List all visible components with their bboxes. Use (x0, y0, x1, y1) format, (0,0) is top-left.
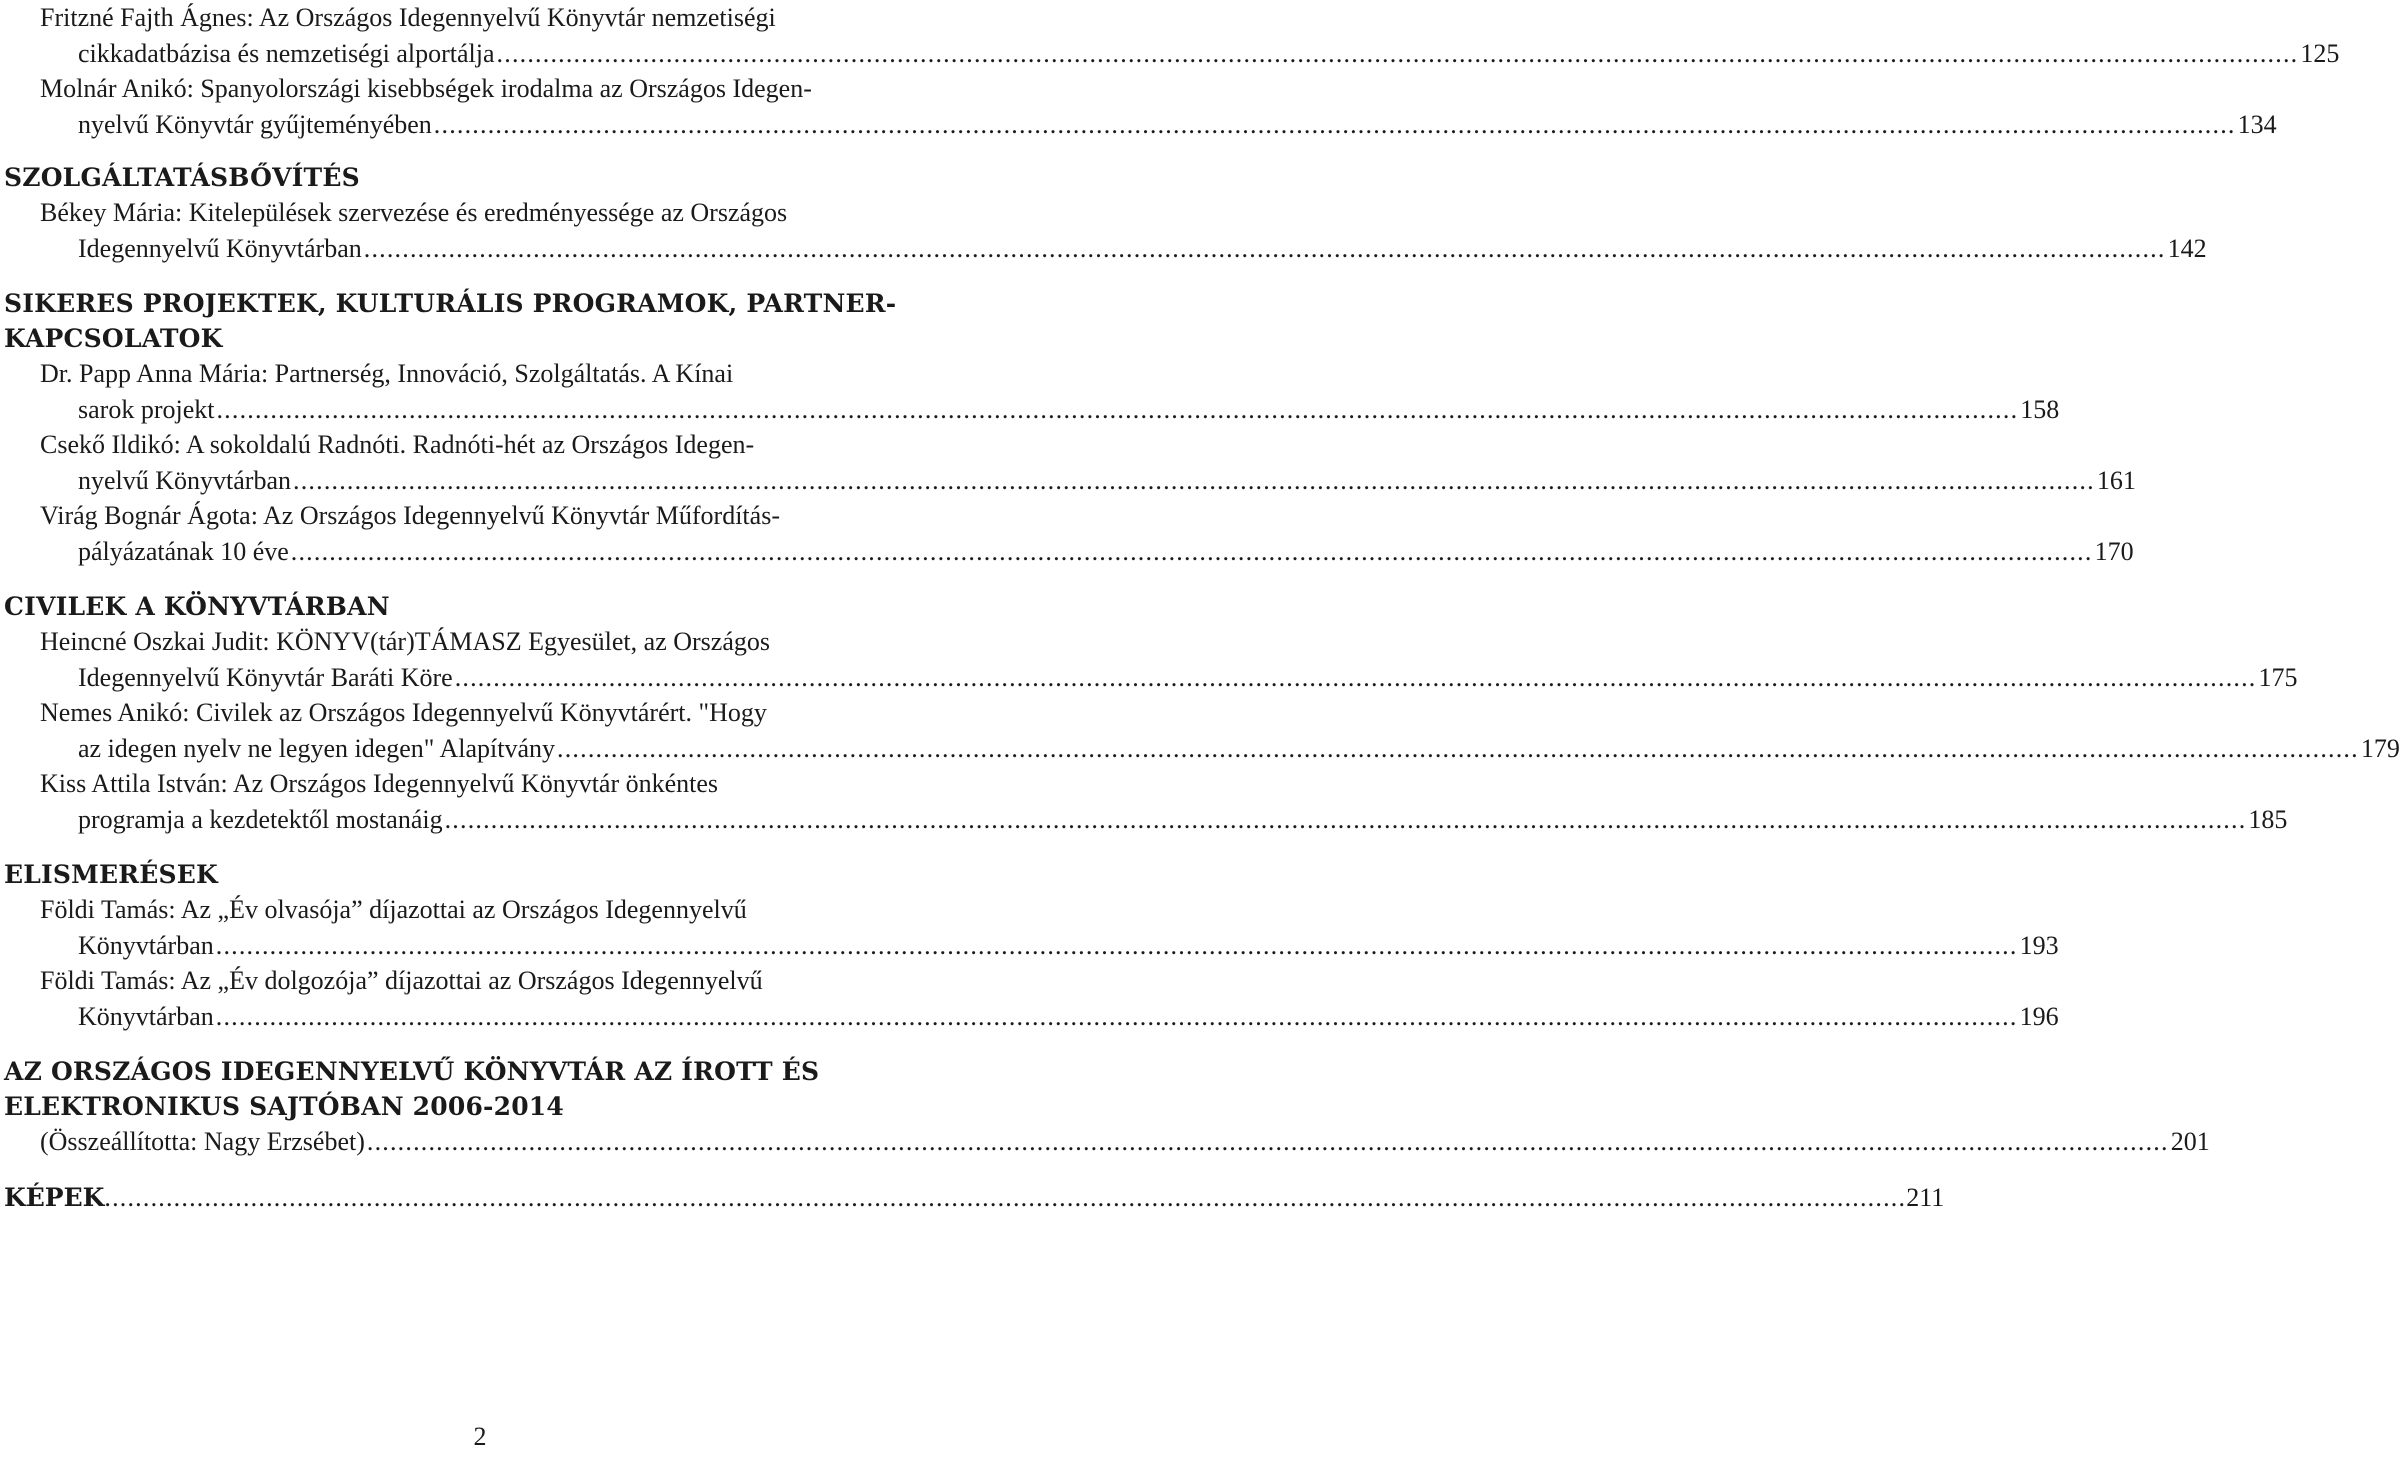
section-heading: SZOLGÁLTATÁSBŐVÍTÉS (4, 163, 360, 192)
dot-leader: .......................................................................................................................................................................................................................................... (290, 536, 2093, 566)
toc-entry (0, 963, 2059, 1034)
entry-title-line: Heincné Oszkai Judit: KÖNYV(tár)TÁMASZ Egyesület, az Országos (40, 627, 770, 656)
toc-entry-images (0, 1180, 1945, 1215)
entry-title-line: Földi Tamás: Az „Év olvasója” díjazottai az Országos Idegennyelvű (40, 895, 747, 924)
page-number-footer: 2 (473, 1422, 487, 1451)
section-heading: SIKERES PROJEKTEK, KULTURÁLIS PROGRAMOK, PARTNER- (4, 289, 897, 318)
entry-title-line: Nemes Anikó: Civilek az Országos Idegennyelvű Könyvtárért. "Hogy (40, 698, 767, 727)
dot-leader: .......................................................................................................................................................................................................................................... (496, 38, 2299, 68)
entry-title-cont: nyelvű Könyvtárban (78, 465, 292, 495)
toc-entry (0, 195, 2207, 266)
entry-title-cont: sarok projekt (78, 394, 215, 424)
toc-entry (0, 892, 2059, 963)
entry-title-line: Földi Tamás: Az „Év dolgozója” díjazottai az Országos Idegennyelvű (40, 966, 763, 995)
entry-title-line: Csekő Ildikó: A sokoldalú Radnóti. Radnóti-hét az Országos Idegen- (40, 430, 755, 459)
page-number: 142 (2167, 233, 2207, 263)
dot-leader: .......................................................................................................................................................................................................................................... (104, 1182, 1907, 1212)
entry-title-line: Virág Bognár Ágota: Az Országos Idegennyelvű Könyvtár Műfordítás- (40, 501, 780, 530)
page-number: 134 (2237, 109, 2277, 139)
section-heading: CIVILEK A KÖNYVTÁRBAN (4, 592, 390, 621)
dot-leader: .......................................................................................................................................................................................................................................... (363, 233, 2166, 263)
toc-entry (0, 766, 2288, 837)
dot-leader: .......................................................................................................................................................................................................................................... (454, 662, 2257, 692)
dot-leader: .......................................................................................................................................................................................................................................... (215, 930, 2018, 960)
entry-title-cont: Idegennyelvű Könyvtár Baráti Köre (78, 662, 453, 692)
dot-leader: .......................................................................................................................................................................................................................................... (293, 465, 2095, 495)
dot-leader: .......................................................................................................................................................................................................................................... (433, 109, 2236, 139)
entry-title-cont: pályázatának 10 éve (78, 536, 289, 566)
dot-leader: .......................................................................................................................................................................................................................................... (444, 804, 2247, 834)
page-number: 193 (2019, 930, 2059, 960)
entry-title-cont: (Összeállította: Nagy Erzsébet) (40, 1127, 365, 1156)
page-number: 196 (2019, 1001, 2059, 1031)
dot-leader: .......................................................................................................................................................................................................................................... (215, 1001, 2018, 1031)
section-heading: KÉPEK (4, 1182, 105, 1212)
dot-leader: .......................................................................................................................................................................................................................................... (366, 1127, 2169, 1156)
dot-leader: .......................................................................................................................................................................................................................................... (557, 733, 2359, 763)
section-heading: ELISMERÉSEK (4, 860, 218, 889)
page-number: 179 (2360, 733, 2400, 763)
toc-entry (0, 71, 2277, 142)
toc-entry (0, 498, 2134, 569)
entry-title-line: Fritzné Fajth Ágnes: Az Országos Idegennyelvű Könyvtár nemzetiségi (40, 3, 776, 32)
entry-title-cont: cikkadatbázisa és nemzetiségi alportálja (78, 38, 495, 68)
page-number: 175 (2258, 662, 2298, 692)
entry-title-cont: nyelvű Könyvtár gyűjteményében (78, 109, 432, 139)
entry-title-cont: Idegennyelvű Könyvtárban (78, 233, 362, 263)
entry-title-cont: Könyvtárban (78, 930, 214, 960)
entry-title-line: Molnár Anikó: Spanyolországi kisebbségek irodalma az Országos Idegen- (40, 74, 812, 103)
page-number: 185 (2248, 804, 2288, 834)
toc-entry (0, 356, 2060, 427)
page-number: 201 (2170, 1127, 2210, 1156)
toc-entry (0, 427, 2136, 498)
toc-entry (0, 695, 2400, 766)
toc-entry (0, 1124, 2210, 1160)
page-number: 170 (2094, 536, 2134, 566)
entry-title-cont: az idegen nyelv ne legyen idegen" Alapítvány (78, 733, 556, 763)
entry-title-cont: Könyvtárban (78, 1001, 214, 1031)
entry-title-line: Békey Mária: Kitelepülések szervezése és eredményessége az Országos (40, 198, 788, 227)
page-number: 211 (1906, 1182, 1945, 1212)
page-number: 125 (2300, 38, 2340, 68)
entry-title-cont: programja a kezdetektől mostanáig (78, 804, 443, 834)
dot-leader: .......................................................................................................................................................................................................................................... (216, 394, 2019, 424)
page-number: 158 (2020, 394, 2060, 424)
entry-title-line: Dr. Papp Anna Mária: Partnerség, Innováció, Szolgáltatás. A Kínai (40, 359, 734, 388)
toc-entry (0, 624, 2298, 695)
section-heading: AZ ORSZÁGOS IDEGENNYELVŰ KÖNYVTÁR AZ ÍROTT ÉS (4, 1057, 820, 1086)
section-heading-cont: KAPCSOLATOK (4, 324, 223, 353)
page-number: 161 (2096, 465, 2136, 495)
toc-entry (0, 0, 2340, 71)
entry-title-line: Kiss Attila István: Az Országos Idegennyelvű Könyvtár önkéntes (40, 769, 719, 798)
section-heading-cont: ELEKTRONIKUS SAJTÓBAN 2006-2014 (4, 1092, 564, 1121)
